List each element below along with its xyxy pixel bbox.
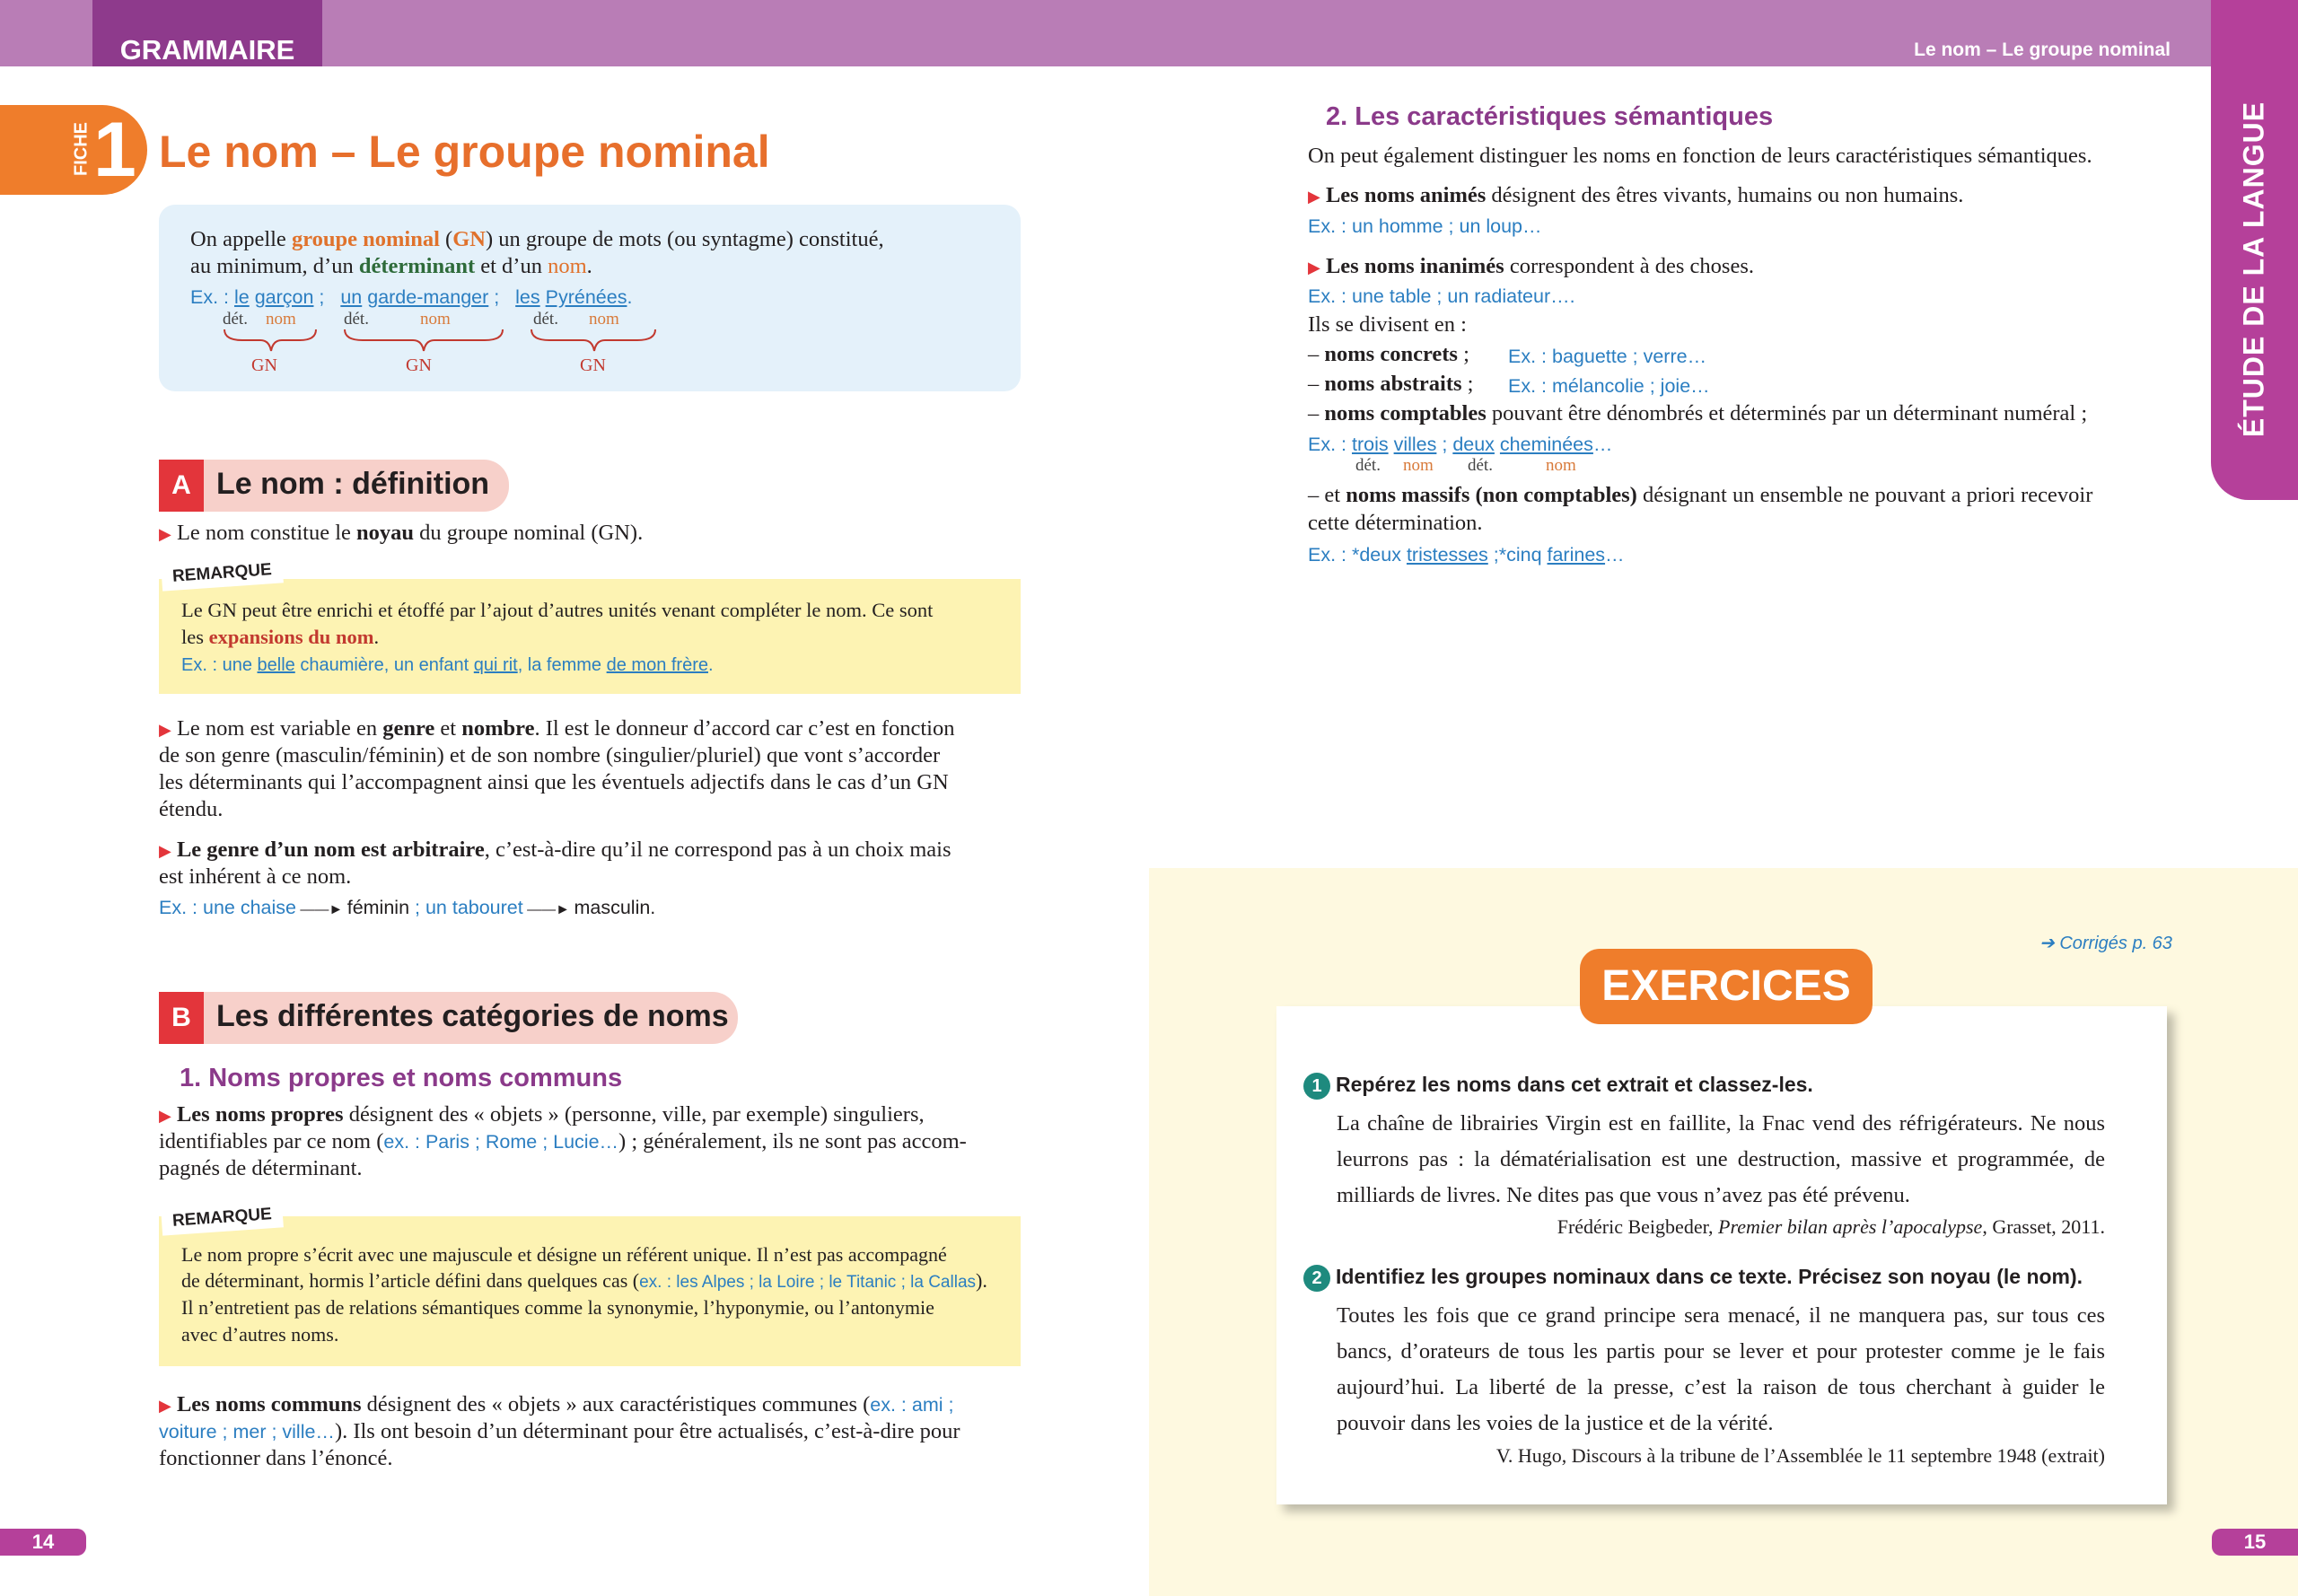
question-number-badge: 1 xyxy=(1303,1073,1330,1100)
question-number-badge: 2 xyxy=(1303,1265,1330,1292)
sectionA-p2-line-1: ▶ Le nom est variable en genre et nombre. Il est le donneur d’accord car c’est en fonction xyxy=(159,716,955,741)
question-2-source: V. Hugo, Discours à la tribune de l’Assemblée le 11 septembre 1948 (extrait) xyxy=(1495,1444,2105,1467)
section-label: GRAMMAIRE xyxy=(92,0,322,66)
exercises-title: EXERCICES xyxy=(1580,949,1873,1024)
bullet-arrow-icon: ▶ xyxy=(159,525,171,543)
section-a-letter: A xyxy=(159,460,204,512)
label-det: dét. xyxy=(223,310,248,329)
semantic-intro: On peut également distinguer les noms en fonction de leurs caractéristiques sémantiques. xyxy=(1308,144,2092,168)
remark-b-line-4: avec d’autres noms. xyxy=(181,1323,339,1346)
divise-line: Ils se divisent en : xyxy=(1308,312,1467,337)
comptables-line: – noms comptables pouvant être dénombrés et déterminés par un déterminant numéral ; xyxy=(1308,401,2088,425)
subsection-2-title: 2. Les caractéristiques sémantiques xyxy=(1326,102,1774,131)
running-head: Le nom – Le groupe nominal xyxy=(1914,39,2171,60)
sectionA-p3-line-2: est inhérent à ce nom. xyxy=(159,864,352,889)
side-tab-label: ÉTUDE DE LA LANGUE xyxy=(2237,101,2270,438)
question-1-text: La chaîne de librairies Virgin est en faillite, la Fnac vend des réfrigérateurs. Ne nous leurrons pas : la dématérialisation est une destruction, massive et programmée, de milliards de livres. Ne dites pas que vous n’avez pas été prévenu. xyxy=(1337,1111,2105,1207)
label-det: dét. xyxy=(344,310,369,329)
corriges-link[interactable]: ➔ Corrigés p. 63 xyxy=(2039,934,2172,953)
sectionA-p3-example: Ex. : une chaise ——► féminin ; un tabouret ——► masculin. xyxy=(159,897,656,918)
sectionA-p2-line-3: les déterminants qui l’accompagnent ainsi que les éventuels adjectifs dans le cas d’un GN xyxy=(159,770,949,794)
label-gn: GN xyxy=(251,355,277,375)
sectionA-p3-line-1: ▶ Le genre d’un nom est arbitraire, c’est-à-dire qu’il ne correspond pas à un choix mais xyxy=(159,837,952,862)
massifs-line-2: cette détermination. xyxy=(1308,511,1483,535)
communs-line-3: fonctionner dans l’énoncé. xyxy=(159,1446,393,1470)
label-nom: nom xyxy=(420,310,451,329)
question-1-source: Frédéric Beigbeder, Premier bilan après l’apocalypse, Grasset, 2011. xyxy=(1557,1215,2105,1238)
propres-line-3: pagnés de déterminant. xyxy=(159,1156,363,1180)
fiche-word: FICHE xyxy=(71,122,92,176)
massifs-line-1: – et noms massifs (non comptables) désignant un ensemble ne pouvant a priori recevoir xyxy=(1308,483,2093,507)
definition-line-2: au minimum, d’un déterminant et d’un nom. xyxy=(190,254,592,278)
label-det: dét. xyxy=(1355,456,1381,475)
bullet-arrow-icon: ▶ xyxy=(159,842,171,860)
label-nom: nom xyxy=(266,310,296,329)
label-gn: GN xyxy=(406,355,432,375)
inan-line: ▶ Les noms inanimés correspondent à des choses. xyxy=(1308,254,1754,278)
bullet-arrow-icon: ▶ xyxy=(159,721,171,739)
concrets-line: – noms concrets ; xyxy=(1308,342,1469,366)
remark-tag: REMARQUE xyxy=(161,1200,284,1235)
abstraits-example: Ex. : mélancolie ; joie… xyxy=(1508,375,1710,397)
question-2: 2 Identifiez les groupes nominaux dans ce texte. Précisez son noyau (le nom). xyxy=(1303,1265,2083,1292)
section-a-title: Le nom : définition xyxy=(216,467,490,501)
subsection-1-title: 1. Noms propres et noms communs xyxy=(180,1064,623,1092)
sectionA-p2-line-2: de son genre (masculin/féminin) et de son nombre (singulier/pluriel) que vont s’accorder xyxy=(159,743,941,767)
massifs-example: Ex. : *deux tristesses ;*cinq farines… xyxy=(1308,544,1625,566)
bullet-arrow-icon: ▶ xyxy=(159,1107,171,1125)
communs-line-2: voiture ; mer ; ville…). Ils ont besoin d’un déterminant pour être actualisés, c’est-à-dire pour xyxy=(159,1419,960,1443)
remark-a-example: Ex. : une belle chaumière, un enfant qui rit, la femme de mon frère. xyxy=(181,655,714,675)
remark-a-line-2: les expansions du nom. xyxy=(181,626,380,648)
page-title: Le nom – Le groupe nominal xyxy=(159,127,770,177)
fiche-number: 1 xyxy=(93,107,136,193)
question-1: 1 Repérez les noms dans cet extrait et classez-les. xyxy=(1303,1073,1813,1100)
abstraits-line: – noms abstraits ; xyxy=(1308,372,1474,396)
anim-line: ▶ Les noms animés désignent des êtres vivants, humains ou non humains. xyxy=(1308,183,1964,207)
label-nom: nom xyxy=(1546,456,1576,475)
page-number-left: 14 xyxy=(0,1529,86,1556)
communs-line-1: ▶ Les noms communs désignent des « objets » aux caractéristiques communes (ex. : ami ; xyxy=(159,1392,954,1416)
section-b-title: Les différentes catégories de noms xyxy=(216,999,729,1033)
bullet-arrow-icon: ▶ xyxy=(1308,188,1320,206)
remark-tag: REMARQUE xyxy=(161,556,284,591)
remark-b-line-3: Il n’entretient pas de relations sémantiques comme la synonymie, l’hyponymie, ou l’antonymie xyxy=(181,1296,934,1319)
section-b-letter: B xyxy=(159,992,204,1044)
propres-line-1: ▶ Les noms propres désignent des « objets » (personne, ville, par exemple) singuliers, xyxy=(159,1102,925,1127)
side-tab-label-wrap xyxy=(2211,0,2298,500)
remark-b-line-1: Le nom propre s’écrit avec une majuscule et désigne un référent unique. Il n’est pas accompagné xyxy=(181,1243,947,1266)
page-number-right: 15 xyxy=(2212,1529,2298,1556)
sectionA-p2-line-4: étendu. xyxy=(159,797,224,821)
question-2-text: Toutes les fois que ce grand principe sera menacé, il ne manquera pas, sur tous ces bancs, d’orateurs de tous les partis pour se lever et pour protester comme je le fais aujourd’hui. La liberté de la presse, c’est la raison de tous cherchant à guider le pouvoir dans les voies de la justice et de la vérité. xyxy=(1337,1303,2105,1435)
remark-a-line-1: Le GN peut être enrichi et étoffé par l’ajout d’autres unités venant compléter le nom. Ce sont xyxy=(181,599,934,621)
label-gn: GN xyxy=(580,355,606,375)
sectionA-p1: ▶ Le nom constitue le noyau du groupe nominal (GN). xyxy=(159,521,644,545)
inan-example: Ex. : une table ; un radiateur…. xyxy=(1308,285,1575,307)
propres-line-2: identifiables par ce nom (ex. : Paris ; Rome ; Lucie…) ; généralement, ils ne sont pas accom- xyxy=(159,1129,967,1153)
definition-example: Ex. : le garçon ; un garde-manger ; les Pyrénées. xyxy=(190,286,633,308)
label-det: dét. xyxy=(533,310,558,329)
definition-line-1: On appelle groupe nominal (GN) un groupe de mots (ou syntagme) constitué, xyxy=(190,227,884,251)
label-nom: nom xyxy=(589,310,619,329)
anim-example: Ex. : un homme ; un loup… xyxy=(1308,215,1542,237)
comptables-example: Ex. : trois villes ; deux cheminées… xyxy=(1308,434,1613,455)
label-nom: nom xyxy=(1403,456,1434,475)
concrets-example: Ex. : baguette ; verre… xyxy=(1508,346,1707,367)
remark-b-line-2: de déterminant, hormis l’article défini dans quelques cas (ex. : les Alpes ; la Loire ; le Titanic ; la Callas). xyxy=(181,1269,987,1292)
gn-braces xyxy=(215,328,664,355)
bullet-arrow-icon: ▶ xyxy=(1308,259,1320,276)
bullet-arrow-icon: ▶ xyxy=(159,1397,171,1415)
label-det: dét. xyxy=(1468,456,1493,475)
